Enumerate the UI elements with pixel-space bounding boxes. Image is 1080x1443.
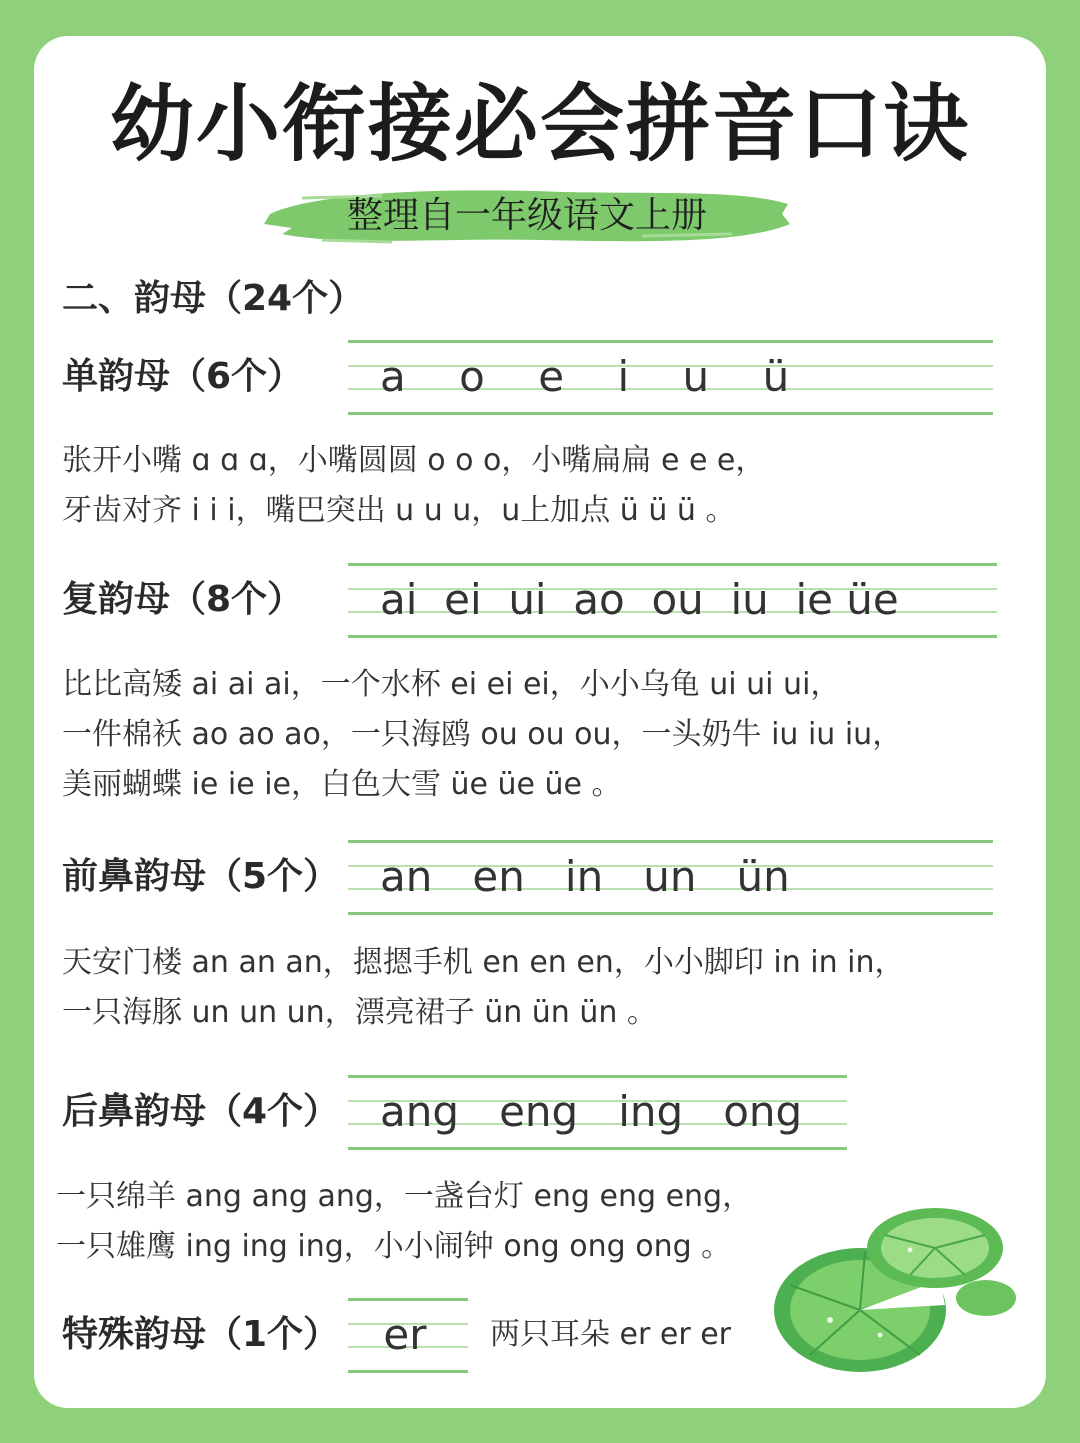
- simple-rhyme-line-1: 张开小嘴 ɑ ɑ ɑ，小嘴圆圆 o o o，小嘴扁扁 e e e，: [62, 443, 766, 478]
- back-nasal-rhyme-line-2: 一只雄鹰 ing ing ing，小小闹钟 ong ong ong 。: [56, 1229, 732, 1264]
- front-nasal-rhyme-line-1: 天安门楼 an an an，摁摁手机 en en en，小小脚印 in in in，: [62, 945, 905, 980]
- back-nasal-rhyme-line-1: 一只绵羊 ang ang ang，一盏台灯 eng eng eng，: [56, 1179, 753, 1214]
- front-nasal-rhyme-line-2: 一只海豚 un un un，漂亮裙子 ün ün ün 。: [62, 995, 657, 1030]
- front-nasal-writing-lines: [348, 840, 993, 916]
- lotus-leaf-icon: [770, 1190, 1030, 1390]
- compound-finals-pinyin: ai ei ui ao ou iu ie üe: [380, 575, 899, 624]
- back-nasal-label: 后鼻韵母（4个）: [62, 1091, 340, 1132]
- compound-rhyme-line-2: 一件棉袄 ao ao ao，一只海鸥 ou ou ou，一头奶牛 iu iu iu，: [62, 717, 903, 752]
- back-nasal-pinyin: ang eng ing ong: [380, 1087, 803, 1136]
- front-nasal-label: 前鼻韵母（5个）: [62, 856, 340, 897]
- simple-finals-label: 单韵母（6个）: [62, 356, 304, 397]
- special-rhyme: 两只耳朵 er er er: [490, 1317, 731, 1352]
- special-final-pinyin: er: [370, 1310, 427, 1359]
- section-heading: 二、韵母（24个）: [62, 278, 365, 319]
- simple-rhyme-line-2: 牙齿对齐 i i i，嘴巴突出 u u u，u上加点 ü ü ü 。: [62, 493, 736, 528]
- back-nasal-writing-lines: [348, 1075, 847, 1151]
- simple-finals-writing-lines: [348, 340, 993, 416]
- special-final-writing-lines: [348, 1298, 468, 1374]
- compound-rhyme-line-1: 比比高矮 ai ai ai，一个水杯 ei ei ei，小小乌龟 ui ui ui，: [62, 667, 841, 702]
- simple-finals-pinyin: a o e i u ü: [380, 352, 790, 401]
- special-final-label: 特殊韵母（1个）: [62, 1314, 340, 1355]
- compound-finals-writing-lines: [348, 563, 997, 639]
- compound-finals-label: 复韵母（8个）: [62, 579, 304, 620]
- compound-rhyme-line-3: 美丽蝴蝶 ie ie ie，白色大雪 üe üe üe 。: [62, 767, 622, 802]
- subtitle: 整理自一年级语文上册: [346, 195, 707, 236]
- front-nasal-pinyin: an en in un ün: [380, 852, 790, 901]
- page-title: 幼小衔接必会拼音口诀: [109, 75, 970, 173]
